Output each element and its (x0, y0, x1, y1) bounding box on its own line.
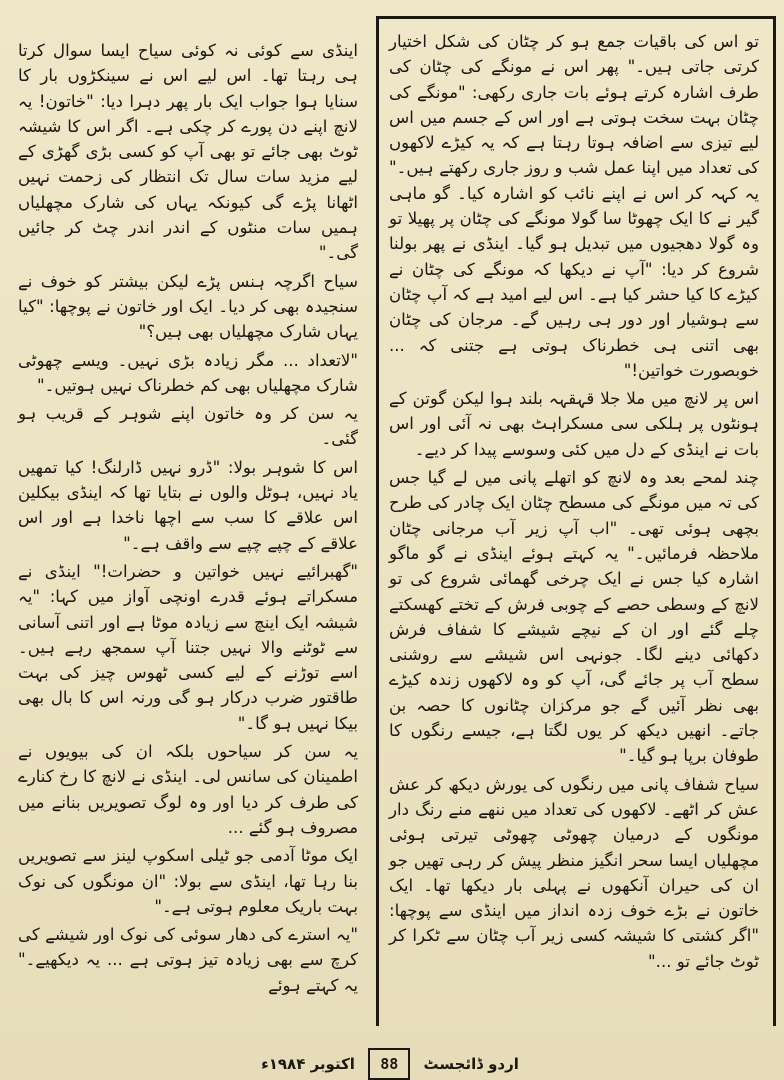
left-paragraph-1: اینڈی سے کوئی نہ کوئی سیاح ایسا سوال کرتا ہی رہتا تھا۔ اس لیے اس نے سینکڑوں بار کا سنایا ہوا جواب ایک بار پھر دہرا دیا: "خاتون! یہ لانچ اپنے دن پورے کر چکی ہے۔ اگر اس کا شیشہ ٹوٹ بھی جائے تو بھی آپ کو کسی بڑی گھڑی کے لیے مزید سات سال تک انتظار کی زحمت نہیں اٹھانا پڑے گی کیونکہ یہاں کی شارک مچھلیاں ہمیں سات منٹوں کے اندر اندر چٹ کر جائیں گی۔" (18, 41, 358, 263)
left-paragraph-4: یہ سن کر وہ خاتون اپنے شوہر کے قریب ہو گئی۔ (18, 404, 358, 449)
left-paragraph-5: اس کا شوہر بولا: "ڈرو نہیں ڈارلنگ! کیا تمھیں یاد نہیں، ہوٹل والوں نے بتایا تھا کہ اینڈی بیکلین اس علاقے کا سب سے اچھا ناخدا ہے اور اس علاقے کے چپے چپے سے واقف ہے۔" (18, 457, 358, 553)
footer-date: اکتوبر ۱۹۸۴ء (261, 1055, 355, 1073)
footer-magazine-name: اردو ڈائجسٹ (423, 1055, 519, 1073)
left-paragraph-6: "گھبرائیے نہیں خواتین و حضرات!" اینڈی نے مسکراتے ہوئے قدرے اونچی آواز میں کہا: "یہ شیشہ ایک اینچ سے زیادہ موٹا ہے اور اتنی آسانی سے ٹوٹنے والا نہیں جتنا آپ سمجھ رہے ہیں۔ اسے توڑنے کے لیے کسی ٹھوس چیز کی بہت طاقتور ضرب درکار ہو گی ورنہ اس کا بال بھی بیکا نہیں ہو گا۔" (18, 561, 358, 733)
left-paragraph-2: سیاح اگرچہ ہنس پڑے لیکن بیشتر کو خوف نے سنجیدہ بھی کر دیا۔ ایک اور خاتون نے پوچھا: "کیا یہاں شارک مچھلیاں بھی ہیں؟" (18, 271, 358, 342)
left-paragraph-9: "یہ استرے کی دھار سوئی کی نوک اور شیشے کی کرچ سے بھی زیادہ تیز ہوتی ہے ... یہ دیکھیے۔" یہ کہتے ہوئے (18, 925, 358, 995)
left-paragraph-7: یہ سن کر سیاحوں بلکہ ان کی بیویوں نے اطمینان کی سانس لی۔ اینڈی نے لانچ کا رخ کنارے کی طرف کر دیا اور وہ لوگ تصویریں بنانے میں مصروف ہو گئے ... (18, 742, 358, 837)
right-paragraph-3: چند لمحے بعد وہ لانچ کو اتھلے پانی میں لے گیا جس کی تہ میں مونگے کی مسطح چٹان ایک چادر کی طرح بچھی ہوئی تھی۔ "اب آپ زیر آب مرجانی چٹان ملاحظہ فرمائیں۔" یہ کہتے ہوئے اینڈی نے گو ماگو اشارہ کیا جس نے ایک چرخی گھمائی شروع کی تو لانچ کے وسطی حصے کے چوبی فرش کے تختے کھسکتے چلے گئے اور ان کے نیچے شیشے کا شفاف فرش دکھائی دینے لگا۔ جونہی اس شیشے سے روشنی سطح آب پر جائے گی، آپ کو وہ لاکھوں زندہ کیڑے بھی نظر آئیں گے جو مرکزان چٹانوں کا حصہ بن جاتے۔ انھیں دیکھ کر یوں لگتا ہے، جیسے رنگوں کا طوفان برپا ہو گیا۔" (389, 468, 759, 766)
right-paragraph-2: اس پر لانچ میں ملا جلا قہقہہ بلند ہوا لیکن گوتن کے ہونٹوں پر ہلکی سی مسکراہٹ بھی نہ آئی اور اس بات نے اینڈی کے دل میں کئی وسوسے پیدا کر دیے۔ (389, 389, 759, 459)
left-text-column (14, 20, 362, 1022)
right-paragraph-4: سیاح شفاف پانی میں رنگوں کی یورش دیکھ کر عش عش کر اٹھے۔ لاکھوں کی تعداد میں ننھے منے رنگ دار مونگوں کے درمیان چھوٹی چھوٹی تیرتی ہوئی مچھلیاں ایسا سحر انگیز منظر پیش کر رہی تھیں جو ان کی حیران آنکھوں نے پہلی بار دیکھا تھا۔ ایک خاتون نے بڑے خوف زدہ انداز میں اینڈی سے پوچھا: "اگر کشتی کا شیشہ کسی زیر آب چٹان سے ٹکرا کر ٹوٹ جائے تو ..." (389, 774, 759, 971)
right-text-column (376, 16, 776, 1026)
left-paragraph-8: ایک موٹا آدمی جو ٹیلی اسکوپ لینز سے تصویریں بنا رہا تھا، اینڈی سے بولا: "ان مونگوں کی نوک بہت باریک معلوم ہوتی ہے۔" (18, 846, 358, 916)
right-paragraph-1: تو اس کی باقیات جمع ہو کر چٹان کی شکل اختیار کرتی جاتی ہیں۔" پھر اس نے مونگے کی چٹان کی طرف اشارہ کرتے ہوئے بات جاری رکھی: "مونگے کی چٹان بہت سخت ہوتی ہے اور اس کے جسم میں اس لیے تیزی سے اضافہ ہوتا رہتا ہے کہ یہ کیڑے لاکھوں کی تعداد میں اپنا عمل شب و روز جاری رکھتے ہیں۔" یہ کہہ کر اس نے اپنے نائب کو اشارہ کیا۔ گو ماہی گیر نے کا ایک چھوٹا سا گولا مونگے کی چٹان پر پھیلا تو وہ گولا دھجیوں میں تبدیل ہو گیا۔ اینڈی نے پھر بولنا شروع کر دیا: "آپ نے دیکھا کہ مونگے کی چٹان نے کیڑے کا کیا حشر کیا ہے۔ اس لیے امید ہے کہ آپ چٹان سے ہوشیار اور دور ہی رہیں گے۔ مرجان کی چٹان بھی اتنی ہی خطرناک ہوتی ہے جتنی کہ ... خوبصورت خواتین!" (389, 32, 759, 380)
page-footer (180, 1048, 600, 1076)
left-paragraph-3: "لاتعداد ... مگر زیادہ بڑی نہیں۔ ویسے چھوٹی شارک مچھلیاں بھی کم خطرناک نہیں ہوتیں۔" (18, 350, 358, 395)
footer-page-number: 88 (368, 1048, 410, 1080)
